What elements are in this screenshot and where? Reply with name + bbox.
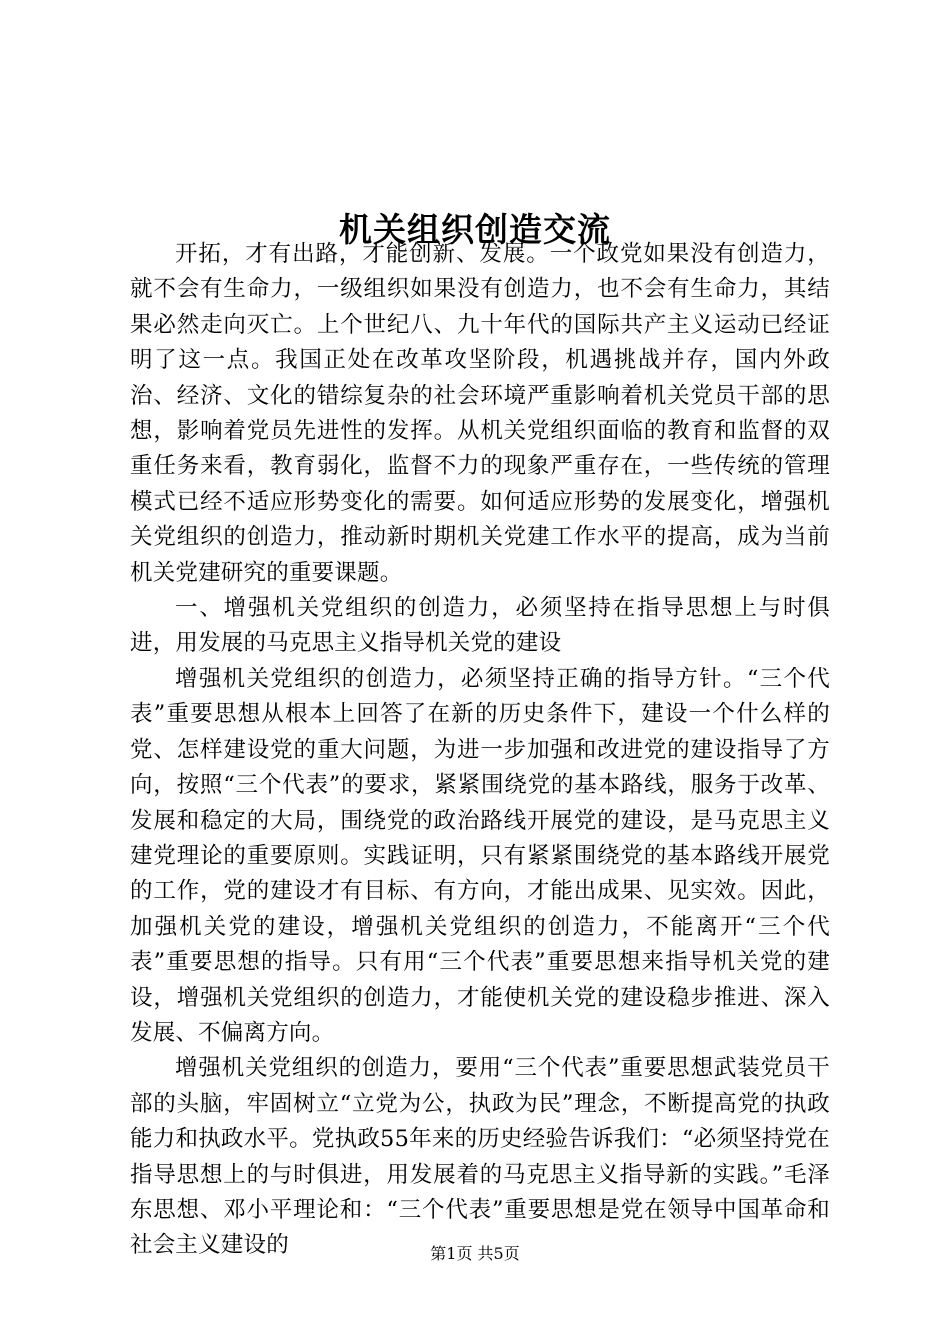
document-body — [130, 237, 830, 1264]
document-title: 机关组织创造交流 — [339, 210, 611, 250]
page-footer: 第1页 共5页 — [430, 1244, 520, 1263]
paragraph-section-heading-1: 一、增强机关党组织的创造力，必须坚持在指导思想上与时俱进，用发展的马克思主义指导机关党的建设 — [130, 595, 830, 657]
paragraph-arm-members: 增强机关党组织的创造力，要用“三个代表”重要思想武装党员干部的头脑，牢固树立“立党为公，执政为民”理念，不断提高党的执政能力和执政水平。党执政55年来的历史经验告诉我们：“必须坚持党在指导思想上的与时俱进，用发展着的马克思主义指导新的实践。”毛泽东思想、邓小平理论和：“三个代表”重要思想是党在领导中国革命和社会主义建设的 — [130, 1055, 830, 1259]
paragraph-intro: 开拓，才有出路，才能创新、发展。一个政党如果没有创造力，就不会有生命力，一级组织如果没有创造力，也不会有生命力，其结果必然走向灭亡。上个世纪八、九十年代的国际共产主义运动已经证明了这一点。我国正处在改革攻坚阶段，机遇挑战并存，国内外政治、经济、文化的错综复杂的社会环境严重影响着机关党员干部的思想，影响着党员先进性的发挥。从机关党组织面临的教育和监督的双重任务来看，教育弱化，监督不力的现象严重存在，一些传统的管理模式已经不适应形势变化的需要。如何适应形势的发展变化，增强机关党组织的创造力，推动新时期机关党建工作水平的提高，成为当前机关党建研究的重要课题。 — [130, 241, 830, 586]
paragraph-guiding-principle: 增强机关党组织的创造力，必须坚持正确的指导方针。“三个代表”重要思想从根本上回答了在新的历史条件下，建设一个什么样的党、怎样建设党的重大问题，为进一步加强和改进党的建设指导了方向，按照“三个代表”的要求，紧紧围绕党的基本路线，服务于改革、发展和稳定的大局，围绕党的政治路线开展党的建设，是马克思主义建党理论的重要原则。实践证明，只有紧紧围绕党的基本路线开展党的工作，党的建设才有目标、有方向，才能出成果、见实效。因此，加强机关党的建设，增强机关党组织的创造力，不能离开“三个代表”重要思想的指导。只有用“三个代表”重要思想来指导机关党的建设，增强机关党组织的创造力，才能使机关党的建设稳步推进、深入发展、不偏离方向。 — [130, 665, 830, 1046]
